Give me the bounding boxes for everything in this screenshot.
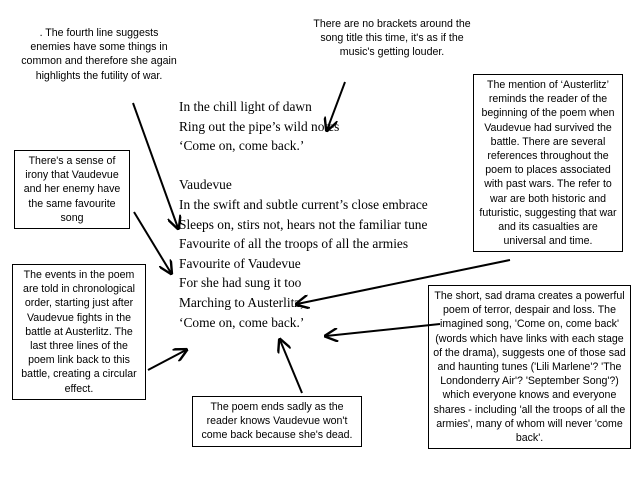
note-chronological [12,264,146,400]
arrow-chronological [148,350,186,370]
note-ending-text: The poem ends sadly as the reader knows Vaudevue won't come back because she's dead. [201,401,353,442]
poem-line: Vaudevue [179,177,232,193]
arrow-ending [280,340,302,393]
poem-line: In the swift and subtle current’s close embrace [179,196,428,212]
poem-line: Marching to Austerlitz, [179,294,304,310]
note-irony-text: There's a sense of irony that Vaudevue and her enemy have the same favourite song [23,155,121,224]
poem-line: Favourite of Vaudevue [179,255,301,271]
note-drama [428,285,631,449]
note-fourth-line [15,23,183,86]
poem-text [179,97,449,332]
note-austerlitz-text: The mention of ‘Austerlitz’ reminds the reader of the beginning of the poem when Vaudevue had survived the battle. There are several references throughout the poem to places associated with past wars. The refer to war are both historic and futuristic, suggesting that war and its casualties are universal and time. [479,79,617,248]
poem-line: Sleeps on, stirs not, hears not the familiar tune [179,216,428,232]
note-austerlitz [473,74,623,252]
note-brackets [306,14,478,63]
note-ending [192,396,362,447]
note-chronological-text: The events in the poem are told in chronological order, starting just after Vaudevue fights in the battle at Austerlitz. The last three lines of the poem link back to this battle, creating a circular effect. [21,269,137,395]
stanza-gap [179,156,449,176]
poem-line: In the chill light of dawn [179,99,312,114]
arrow-fourth-line [133,103,178,228]
note-irony [14,150,130,229]
poem-line: ‘Come on, come back.’ [179,138,305,154]
poem-line: Favourite of all the troops of all the armies [179,236,409,252]
poem-line: Ring out the pipe’s wild notes [179,118,340,134]
poem-line: ‘Come on, come back.’ [179,314,305,330]
note-brackets-text: There are no brackets around the song title this time, it's as if the music's getting louder. [313,18,471,59]
note-fourth-line-text: . The fourth line suggests enemies have some things in common and therefore she again highlights the futility of war. [21,27,177,82]
poem-line: For she had sung it too [179,275,302,291]
note-drama-text: The short, sad drama creates a powerful poem of terror, despair and loss. The imagined song, 'Come on, come back' (words which have links with each stage of the drama), suggests one of those sad and haunting tunes ('Lili Marlene'? 'The Londonderry Air'? 'September Song'?) which everyone knows and everyone shares - including 'all the troops of all the armies', many of whom will never 'come back'. [433,290,626,445]
